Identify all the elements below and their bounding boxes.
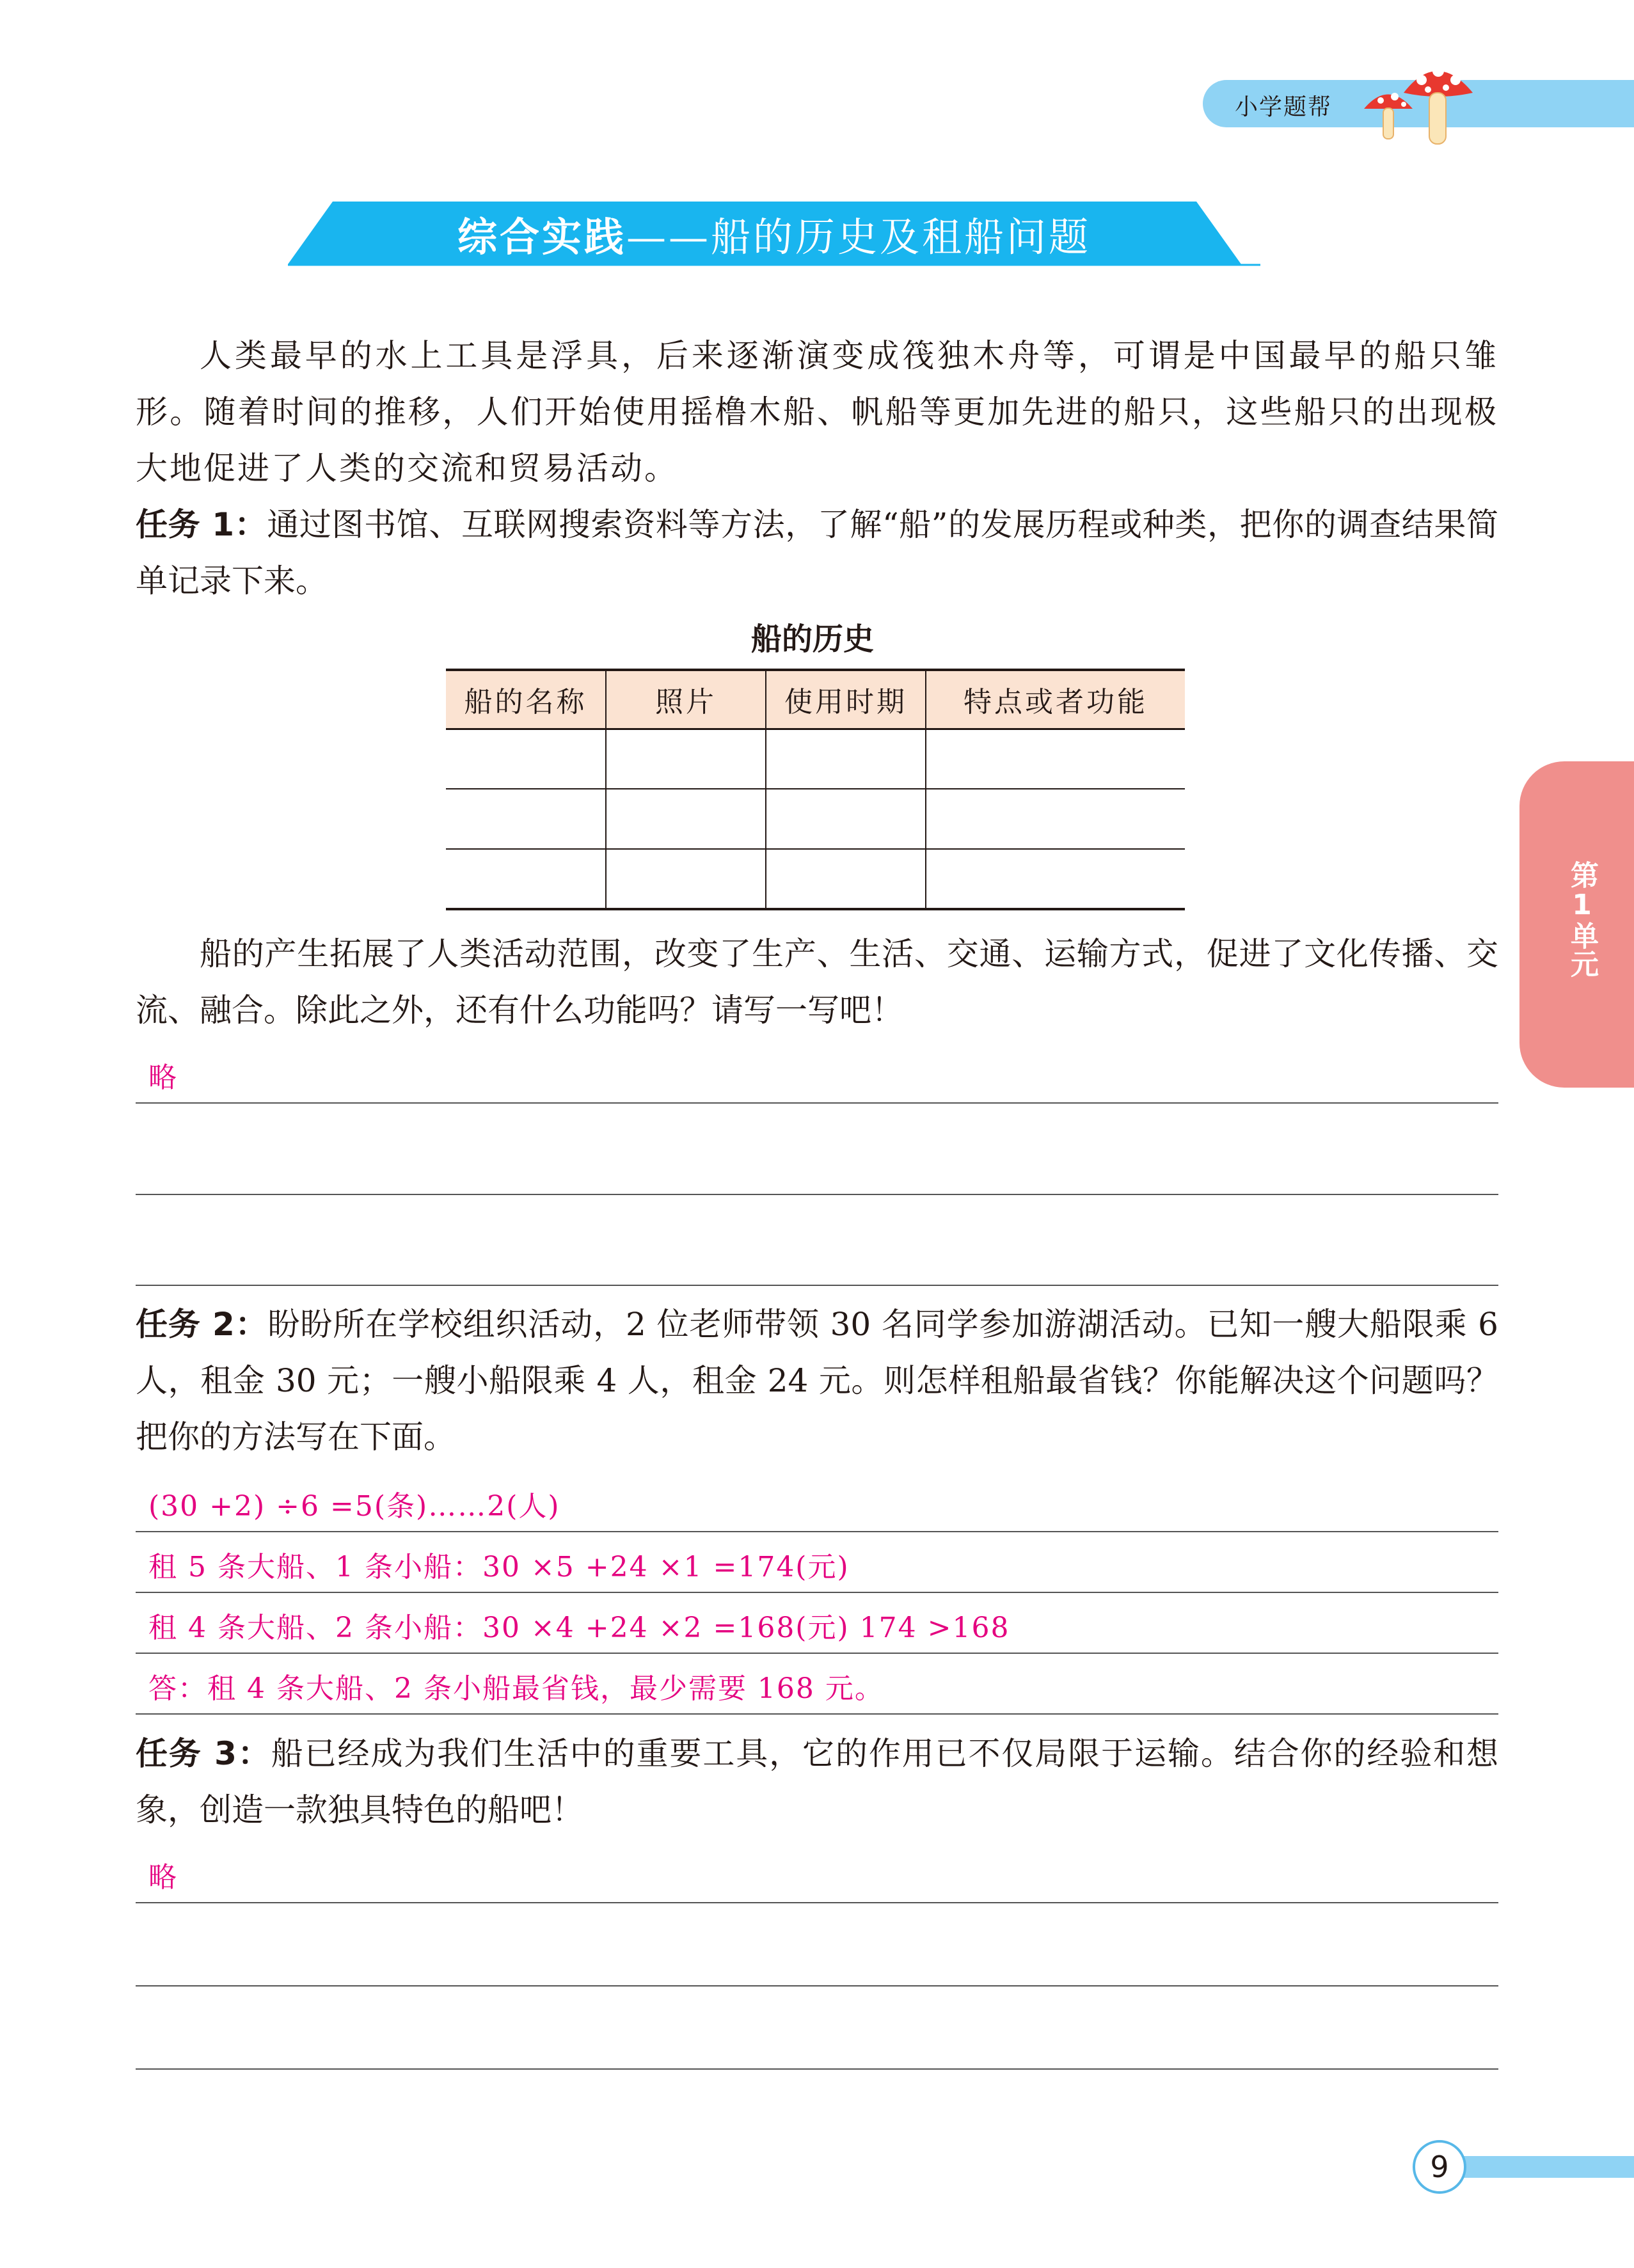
table-row	[446, 729, 1185, 789]
answer-line	[136, 2068, 1498, 2070]
table-cell[interactable]	[446, 789, 606, 849]
mushroom-icon	[1350, 54, 1478, 147]
task1-paragraph	[136, 496, 1498, 609]
task3-text: 船已经成为我们生活中的重要工具，它的作用已不仅局限于运输。结合你的经验和想象，创造一款独具特色的船吧！	[136, 1735, 1498, 1828]
unit-label: 第1单元	[1566, 860, 1598, 978]
answer-line	[136, 1102, 1498, 1104]
task3-paragraph	[136, 1725, 1498, 1838]
page-title	[358, 205, 1190, 262]
table-cell[interactable]	[766, 789, 926, 849]
task2-text: 盼盼所在学校组织活动，2 位老师带领 30 名同学参加游湖活动。已知一艘大船限乘 6 人，租金 30 元；一艘小船限乘 4 人，租金 24 元。则怎样租船最省钱？你能解决这个问题吗？把你的方法写在下面。	[136, 1306, 1498, 1455]
task3-answer-text: 略	[148, 1861, 178, 1894]
page-number: 9	[1413, 2140, 1466, 2194]
footer-bar	[1446, 2156, 1634, 2178]
table-title: 船的历史	[750, 621, 874, 657]
brand-name: 小学题帮	[1235, 94, 1333, 120]
task1-label: 任务 1：	[136, 506, 267, 543]
function-question: 船的产生拓展了人类活动范围，改变了生产、生活、交通、运输方式，促进了文化传播、交流、融合。除此之外，还有什么功能吗？请写一写吧！	[136, 935, 1498, 1029]
table-cell[interactable]	[606, 789, 766, 849]
table-cell[interactable]	[446, 729, 606, 789]
task1-text: 通过图书馆、互联网搜索资料等方法，了解“船”的发展历程或种类，把你的调查结果简单记录下来。	[136, 506, 1499, 599]
answer-line	[136, 1531, 1498, 1532]
table-cell[interactable]	[926, 789, 1185, 849]
answer-line	[136, 1592, 1498, 1593]
task2-label: 任务 2：	[136, 1306, 268, 1343]
header-ship-name: 船的名称	[446, 670, 606, 729]
answer-line	[136, 1194, 1498, 1195]
table-cell[interactable]	[766, 849, 926, 909]
intro-paragraph: 人类最早的水上工具是浮具，后来逐渐演变成筏独木舟等，可谓是中国最早的船只雏形。随着时间的推移，人们开始使用摇橹木船、帆船等更加先进的船只，这些船只的出现极大地促进了人类的交流和贸易活动。	[136, 337, 1498, 487]
header-photo: 照片	[606, 670, 766, 729]
answer-line	[136, 1985, 1498, 1986]
task2-paragraph	[136, 1296, 1498, 1465]
title-main: 综合实践	[457, 213, 626, 260]
table-cell[interactable]	[766, 729, 926, 789]
answer-line	[136, 1653, 1498, 1654]
task2-answer-line-4: 答：租 4 条大船、2 条小船最省钱，最少需要 168 元。	[148, 1672, 884, 1705]
ship-history-table	[446, 669, 1185, 910]
table-cell[interactable]	[446, 849, 606, 909]
answer-line	[136, 1713, 1498, 1715]
answer1-text: 略	[148, 1061, 178, 1094]
answer-line	[136, 1902, 1498, 1903]
task2-answer-line-3: 租 4 条大船、2 条小船：30 ×4 +24 ×2 =168(元) 174 >168	[148, 1612, 1010, 1644]
header-features: 特点或者功能	[926, 670, 1185, 729]
title-sub: ——船的历史及租船问题	[626, 213, 1091, 260]
task2-answer-line-1: (30 +2) ÷6 =5(条)……2(人)	[148, 1490, 560, 1523]
table-row	[446, 849, 1185, 909]
table-cell[interactable]	[926, 729, 1185, 789]
header-period: 使用时期	[766, 670, 926, 729]
table-header-row	[446, 670, 1185, 729]
table-cell[interactable]	[926, 849, 1185, 909]
answer-line	[136, 1285, 1498, 1286]
table-row	[446, 789, 1185, 849]
table-cell[interactable]	[606, 849, 766, 909]
task2-answer-line-2: 租 5 条大船、1 条小船：30 ×5 +24 ×1 =174(元)	[148, 1551, 850, 1583]
task3-label: 任务 3：	[136, 1735, 271, 1772]
table-cell[interactable]	[606, 729, 766, 789]
